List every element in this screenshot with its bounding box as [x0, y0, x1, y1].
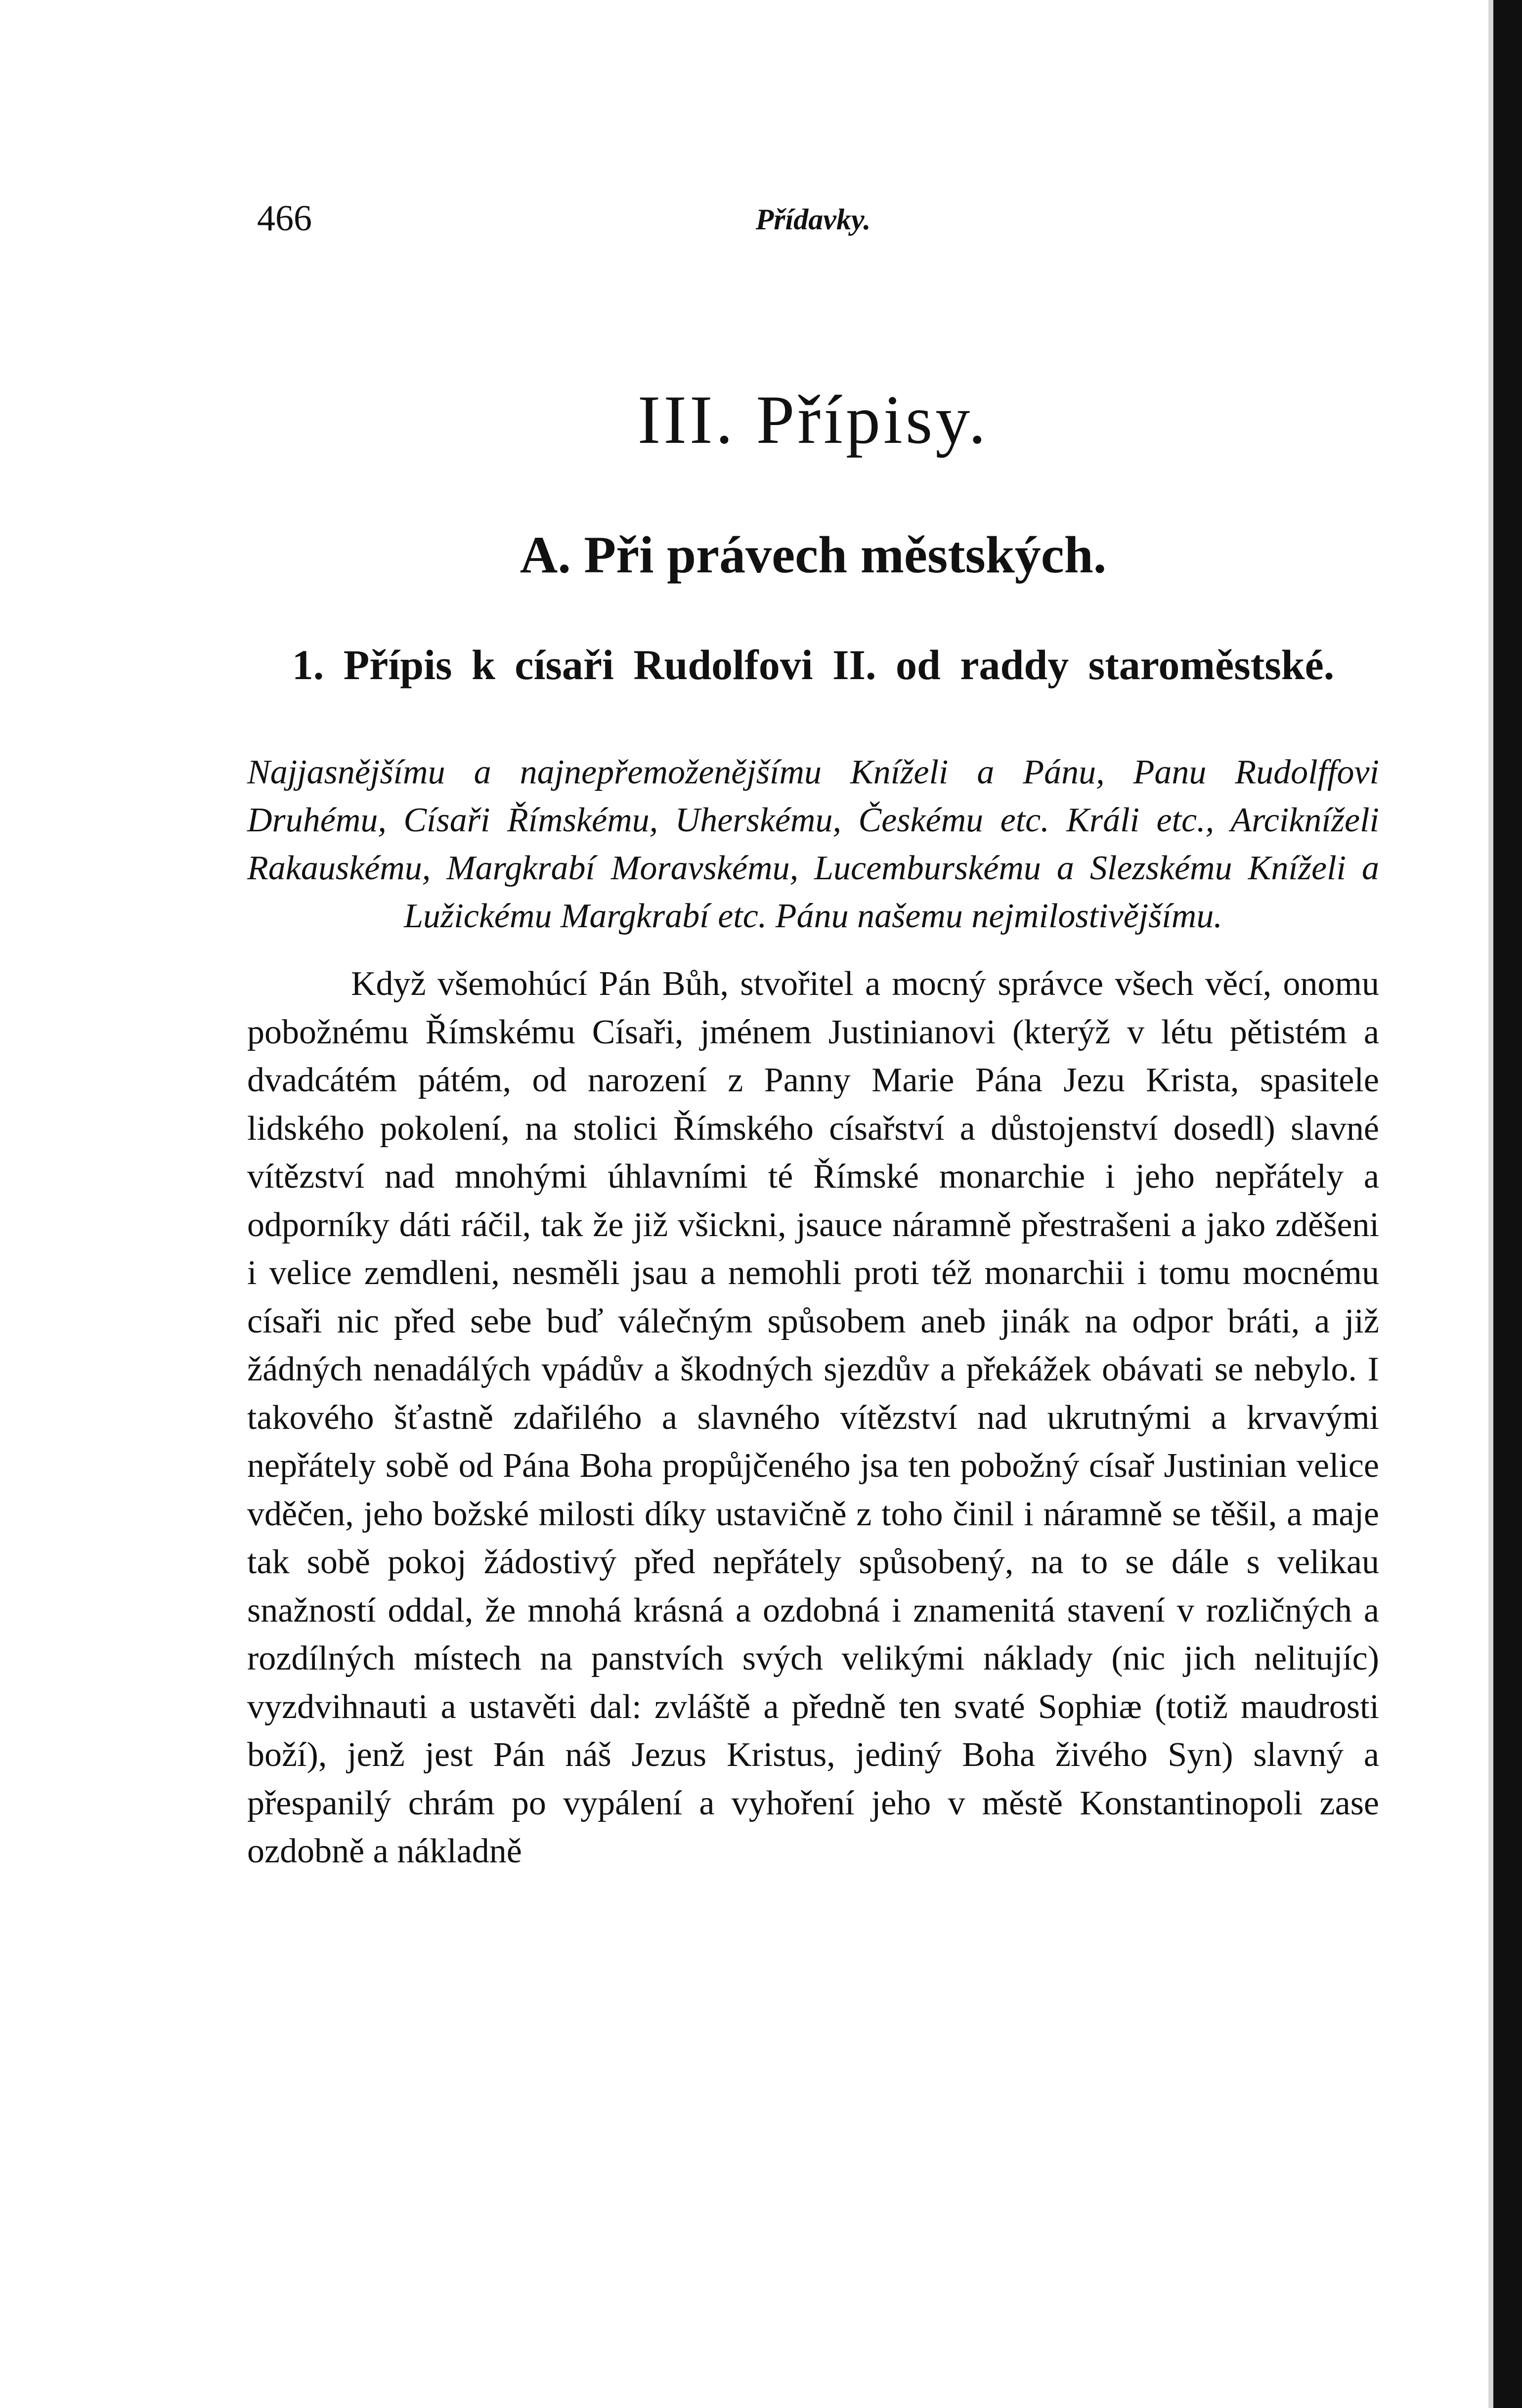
- book-page: [247, 188, 1379, 1910]
- section-title: III. Přípisy.: [637, 382, 989, 458]
- document-title: 1. Přípis k císaři Rudolfovi II. od raddy staroměstské.: [292, 641, 1335, 688]
- page-number: 466: [257, 198, 312, 239]
- document-address: Najjasnějšímu a najnepřemoženějšímu Kníželi a Pánu, Panu Rudolffovi Druhému, Císaři Římskému, Uherskému, Českému etc. Králi etc., Arcikníželi Rakauskému, Margkrabí Moravskému, Lucemburskému a Slezskému Kníželi a Lužickému Margkrabí etc. Pánu našemu nejmilostivějšímu.: [247, 753, 1379, 935]
- scan-edge-shadow: [1488, 0, 1493, 2408]
- running-head: [247, 188, 1379, 247]
- scan-edge-border: [1493, 0, 1522, 2408]
- subsection-title: A. Při právech městských.: [520, 526, 1107, 584]
- running-title: Přídavky.: [755, 203, 871, 236]
- body-paragraph: Když všemohúcí Pán Bůh, stvořitel a mocný správce všech věcí, onomu pobožnému Římskému Císaři, jménem Justinianovi (kterýž v létu pětistém a dvadcátém pátém, od narození z Panny Marie Pána Jezu Krista, spasitele lidského pokolení, na stolici Římského císařství a důstojenství dosedl) slavné vítězství nad mnohými úhlavními té Římské monarchie i jeho nepřátely a odporníky dáti ráčil, tak že již všickni, jsauce náramně přestrašeni a jako zděšeni i velice zemdleni, nesměli jsau a nemohli proti též monarchii i tomu mocnému císaři nic před sebe buď válečným spůsobem aneb jinák na odpor bráti, a již žádných nenadálých vpádův a škodných sjezdův a překážek obávati se nebylo. I takového šťastně zdařilého a slavného vítězství nad ukrutnými a krvavými nepřátely sobě od Pána Boha propůjčeného jsa ten pobožný císař Justinian velice vděčen, jeho božské milosti díky ustavičně z toho činil i náramně se těšil, a maje tak sobě pokoj žádostivý před nepřátely spůsobený, na to se dále s velikau snažností oddal, že mnohá krásná a ozdobná i znamenitá stavení v rozličných a rozdílných místech na panstvích svých velikými náklady (nic jich nelitujíc) vyzdvihnauti a ustavěti dal: zvláště a předně ten svaté Sophiæ (totiž maudrosti boží), jenž jest Pán náš Jezus Kristus, jediný Boha živého Syn) slavný a přespanilý chrám po vypálení a vyhoření jeho v městě Konstantinopoli zase ozdobně a nákladně: [247, 965, 1379, 1870]
